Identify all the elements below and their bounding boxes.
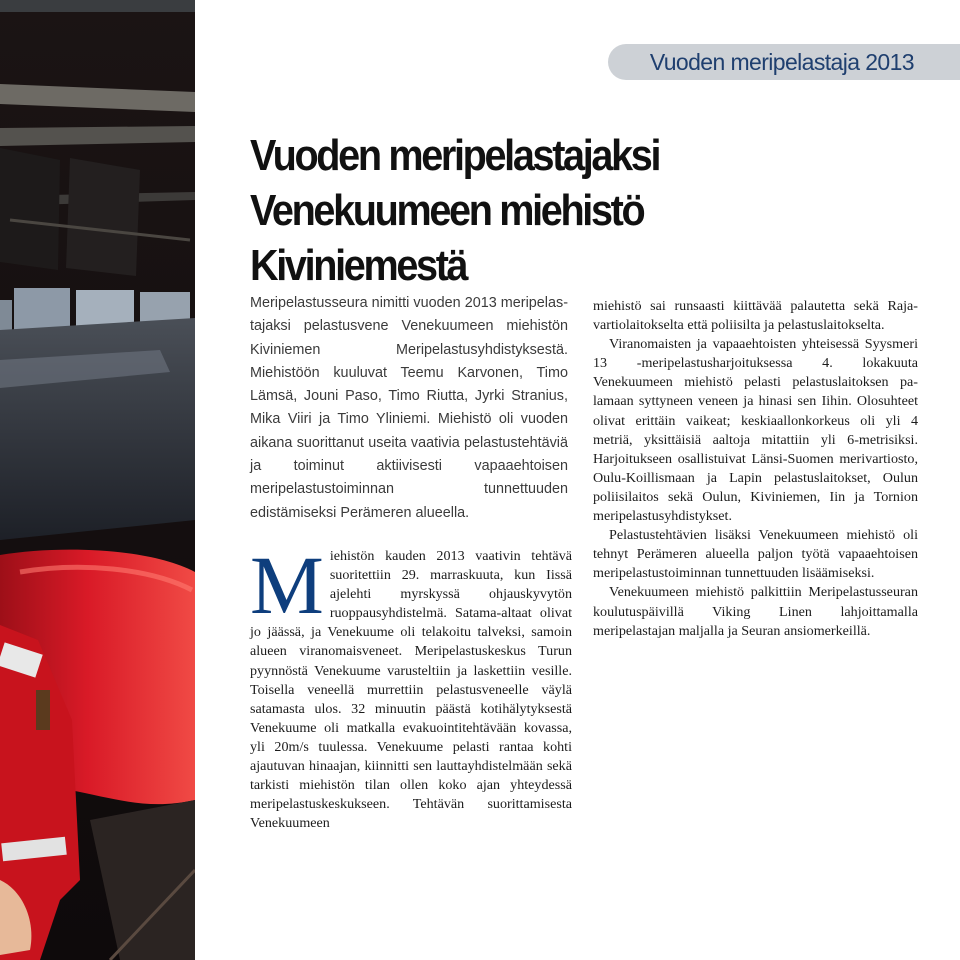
column-1-text: iehistön kauden 2013 vaativin tehtävä suoritettiin 29. marraskuuta, kun Iissä ajelehti myrskyssä ohjauskyvytön ruoppausyhdistelmä. Satama-altaat olivat jo jäässä, ja Venekuume oli telakoitu talveksi, samoin alueen viranomaisveneet. Meripelastuskeskus Turun pyynnöstä Venekuume varusteltiin ja laskettiin vesille. Toisella veneellä murrettiin pelastusveneelle väylä satamasta ulos. 32 minuutin päästä kotihälytyksestä Venekuume oli matkalla evakuointitehtävään kovassa, yli 20m/s tuulessa. Venekuume pelasti rantaa kohti ajautuvan hinaajan, kiinnitti sen lauttayhdistelmään sekä tarkisti miehistön tilan ollen koko ajan yhteydessä meripelastuskeskukseen. Tehtävän suorittamisesta Venekuumeen [250,548,572,832]
paragraph: miehistö sai runsaasti kiittävää palautetta sekä Rajavartiolaitokselta että poliisilta ja pelastuslaitokselta. [593,298,918,334]
drop-cap: M [250,539,324,631]
article-headline [250,128,700,293]
headline-line-2: Venekuumeen miehistö [250,186,644,235]
body-column-2 [593,297,918,641]
paragraph: Venekuumeen miehistö palkittiin Meripelastusseuran koulutuspäivillä Viking Linen lahjoittamalla meripelastajan maljalla ja Seuran ansiomerkeillä. [593,584,918,639]
cover-photo [0,0,195,960]
section-header-title: Vuoden meripelastaja 2013 [649,49,914,75]
headline-line-3: Kiviniemestä [250,241,467,290]
paragraph: Pelastustehtävien lisäksi Venekuumeen miehistö oli tehnyt Perämeren alueella paljon työtä vapaaehtoisen meripelastustoiminnan tunnettuuden lisäämiseksi. [593,527,918,582]
lead-paragraph: Meripelastusseura nimitti vuoden 2013 meripelastajaksi pelastusvene Venekuumeen miehistön Kiviniemen Meripelastusyhdistyksestä. Miehistöön kuuluvat Teemu Karvonen, Timo Lämsä, Jouni Paso, Timo Riutta, Jyrki Stranius, Mika Viiri ja Timo Yliniemi. Miehistö oli vuoden aikana suorittanut useita vaativia pelastustehtäviä ja toiminut aktiivisesti vapaaehtoisen meripelastustoiminnan tunnettuuden edistämiseksi Perämeren alueella. [250,295,568,521]
body-column-1 [250,539,572,833]
section-header-band [608,44,960,80]
boat-hall-photo [0,0,195,960]
paragraph: Viranomaisten ja vapaaehtoisten yhteisessä Syysmeri 13 -meripelastusharjoituksessa 4. lokakuuta Venekuumeen miehistö pelasti pelastuslaitoksen palamaan syttyneen veneen ja hinasi sen Iihin. Olosuhteet olivat erittäin vaikeat; keskiaallonkorkeus oli yli 4 metriä, yksittäisiä aaltoja mitattiin yli 6-metrisiksi. Harjoitukseen osallistuivat Länsi-Suomen merivartiosto, Oulu-Koillismaan ja Lapin pelastuslaitokset, Oulun poliisilaitos sekä Oulun, Kiviniemen, Iin ja Tornion meripelastusyhdistykset. [593,336,918,525]
headline-line-1: Vuoden meripelastajaksi [250,131,660,180]
